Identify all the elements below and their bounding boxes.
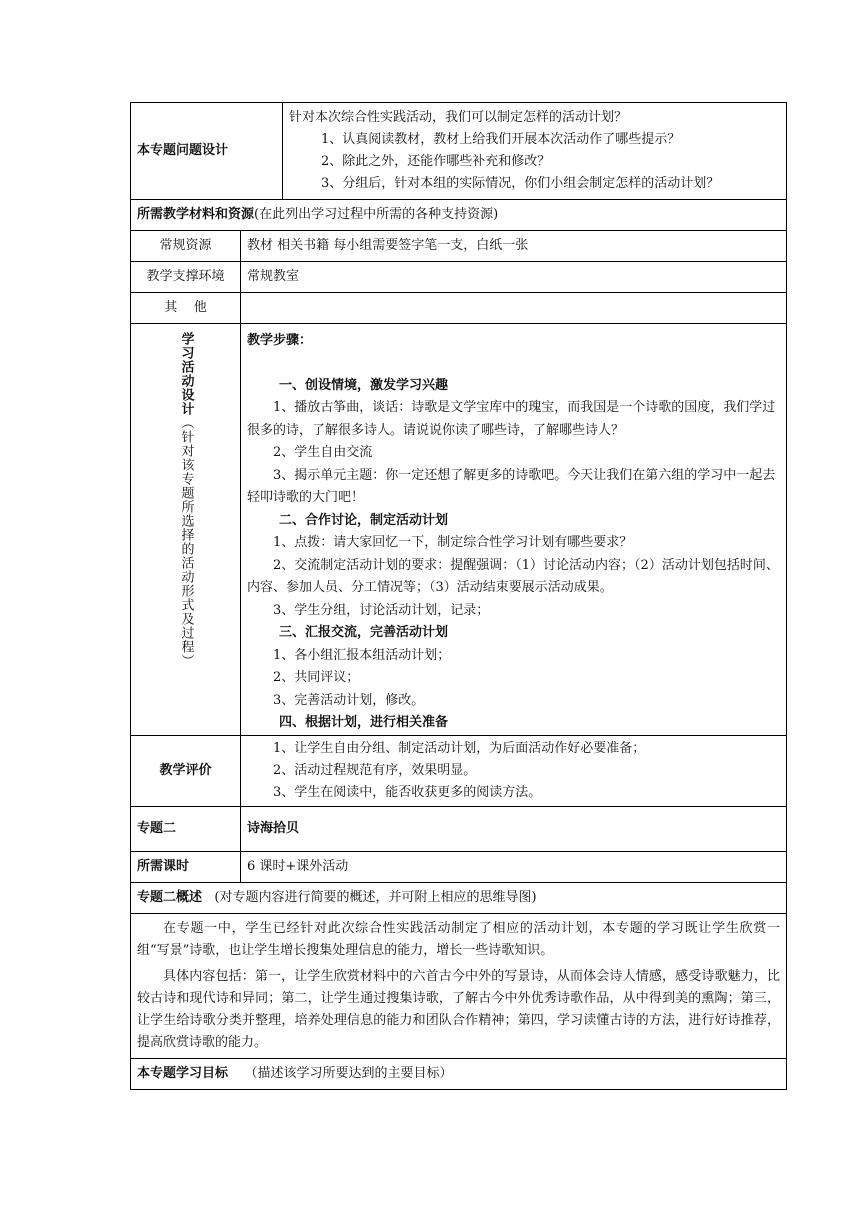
question-item: 1、认真阅读教材，教材上给我们开展本次活动作了哪些提示？ (321, 132, 681, 147)
step-text: 3、学生分组，讨论活动计划，记录； (273, 602, 490, 618)
steps-title: 教学步骤： (247, 333, 313, 348)
overview-heading-row (131, 882, 787, 913)
goals-heading: 本专题学习目标 (137, 1065, 229, 1081)
materials-heading: 所需教学材料和资源 (137, 207, 255, 222)
lesson-plan-table (130, 102, 787, 1090)
activity-steps (241, 324, 787, 736)
overview-paragraph: 具体内容包括：第一，让学生欣赏材料中的六首古今中外的写景诗，从而体会诗人情感，感受诗歌魅力，比较古诗和现代诗和异同；第二，让学生通过搜集诗歌，了解古今中外优秀诗歌作品，从中得到美的熏陶；第三，让学生给诗歌分类并整理，培养处理信息的能力和团队合作精神；第四，学习读懂古诗的方法，进行好诗推荐，提高欣赏诗歌的能力。 (137, 968, 781, 1050)
step-text: 1、各小组汇报本组活动计划； (273, 647, 451, 663)
materials-cell (131, 200, 787, 231)
overview-paragraph: 在专题一中，学生已经针对此次综合性实践活动制定了相应的活动计划，本专题的学习既让学生欣赏一组“写景”诗歌，也让学生增长搜集处理信息的能力，增长一些诗歌知识。 (137, 920, 781, 958)
evaluation-label: 教学评价 (131, 735, 241, 806)
question-design-lead: 针对本次综合性实践活动，我们可以制定怎样的活动计划？ (289, 110, 628, 125)
overview-note: (对专题内容进行简要的概述，并可附上相应的思维导图) (214, 889, 537, 905)
section-title: 二、合作讨论，制定活动计划 (279, 512, 449, 528)
topic2-value: 诗海拾贝 (241, 806, 787, 851)
hours-row (131, 851, 787, 882)
section-title: 四、根据计划，进行相关准备 (279, 715, 449, 730)
resources-label: 常规资源 (131, 231, 241, 262)
hours-label: 所需课时 (131, 851, 241, 882)
activity-label-title: 学习活动设计 (178, 332, 194, 416)
materials-row (131, 200, 787, 231)
step-text: 2、交流制定活动计划的要求：提醒强调：（1）讨论活动内容；（2）活动计划包括时间、内容、参加人员、分工情况等；（3）活动结束要展示活动成果。 (247, 557, 779, 595)
topic2-row (131, 806, 787, 851)
question-design-label: 本专题问题设计 (131, 103, 283, 200)
overview-body (131, 913, 787, 1058)
step-text: 2、学生自由交流 (273, 445, 373, 460)
other-value (241, 293, 787, 324)
environment-value: 常规教室 (241, 262, 787, 293)
evaluation-item: 2、活动过程规范有序，效果明显。 (273, 762, 477, 778)
hours-value: 6 课时+课外活动 (241, 851, 787, 882)
step-text: 1、点拨：请大家回忆一下，制定综合性学习计划有哪些要求？ (273, 535, 633, 550)
overview-body-row (131, 913, 787, 1058)
goals-note: （描述该学习所要达到的主要目标） (244, 1065, 453, 1081)
evaluation-row (131, 735, 787, 806)
other-row (131, 293, 787, 324)
evaluation-item: 1、让学生自由分组、制定活动计划，为后面活动作好必要准备； (273, 740, 646, 756)
section-title: 三、汇报交流，完善活动计划 (279, 625, 449, 640)
step-text: 3、完善活动计划，修改。 (273, 692, 425, 708)
topic2-label: 专题二 (131, 806, 241, 851)
step-text: 3、揭示单元主题：你一定还想了解更多的诗歌吧。今天让我们在第六组的学习中一起去轻叩诗歌的大门吧！ (247, 467, 776, 505)
question-design-content (283, 103, 787, 200)
other-label: 其 他 (131, 293, 241, 324)
step-text: 2、共同评议； (273, 670, 360, 685)
environment-label: 教学支撑环境 (131, 262, 241, 293)
section-title: 一、创设情境，激发学习兴趣 (279, 377, 449, 393)
activity-label-cell (131, 324, 241, 736)
overview-heading: 专题二概述 (137, 889, 203, 905)
question-item: 3、分组后，针对本组的实际情况，你们小组会制定怎样的活动计划？ (321, 176, 720, 191)
overview-heading-cell (131, 882, 787, 913)
evaluation-content (241, 735, 787, 806)
goals-cell (131, 1058, 787, 1089)
resources-value: 教材 相关书籍 每小组需要签字笔一支，白纸一张 (241, 231, 787, 262)
evaluation-item: 3、学生在阅读中，能否收获更多的阅读方法。 (273, 784, 542, 800)
activity-label-sub: （针对该专题所选择的活动形式及过程） (178, 416, 194, 668)
question-design-row (131, 103, 787, 200)
goals-row (131, 1058, 787, 1089)
materials-note: (在此列出学习过程中所需的各种支持资源) (254, 207, 499, 222)
step-text: 1、播放古筝曲，谈话：诗歌是文学宝库中的瑰宝，而我国是一个诗歌的国度，我们学过很多的诗，了解很多诗人。请说说你读了哪些诗，了解哪些诗人？ (247, 400, 776, 438)
environment-row (131, 262, 787, 293)
question-item: 2、除此之外，还能作哪些补充和修改？ (321, 154, 551, 169)
document-page (130, 102, 786, 1090)
resources-row (131, 231, 787, 262)
activity-row (131, 324, 787, 736)
